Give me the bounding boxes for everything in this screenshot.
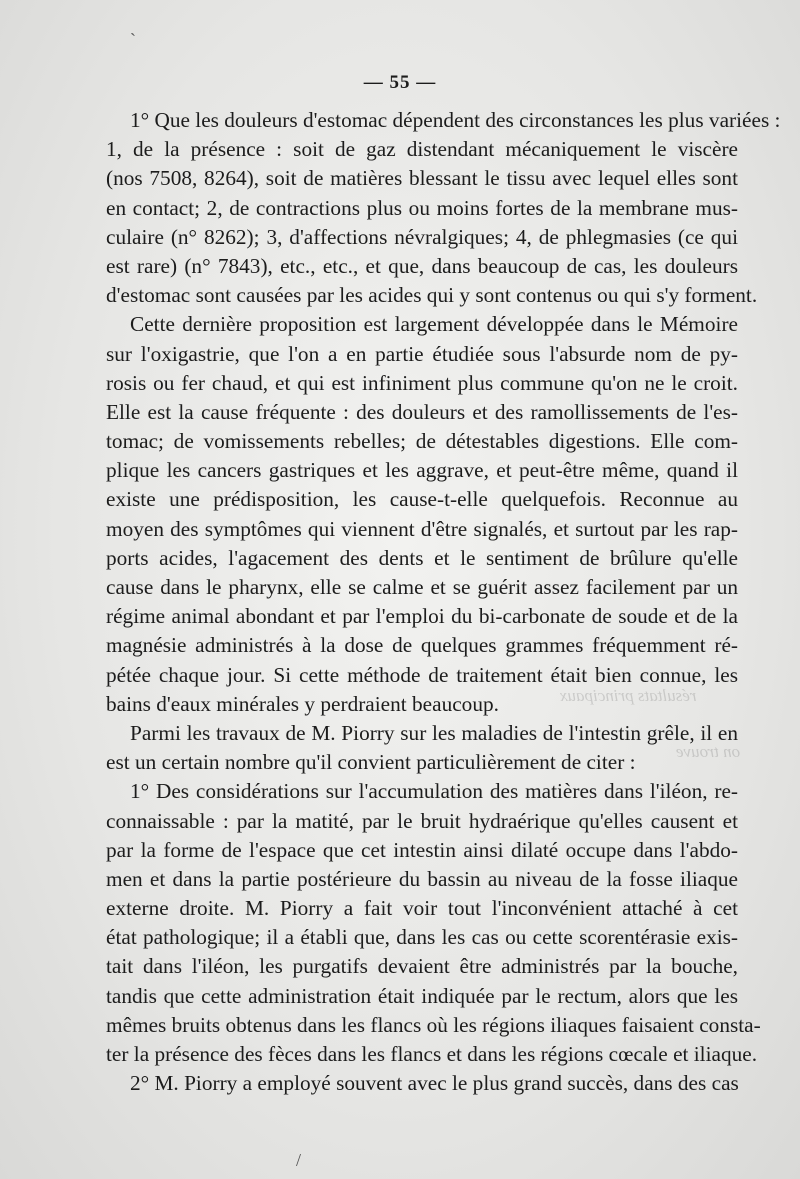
text-line: connaissable : par la matité, par le bruit hydraérique qu'elles causent et: [106, 808, 738, 833]
text-line: Cette dernière proposition est largement développée dans le Mémoire: [130, 312, 738, 337]
text-line: tait dans l'iléon, les purgatifs devaient être administrés par la bouche,: [106, 954, 738, 979]
text-line: rosis ou fer chaud, et qui est infiniment plus commune qu'on ne le croit.: [106, 370, 738, 395]
text-line: magnésie administrés à la dose de quelques grammes fréquemment ré-: [106, 633, 738, 658]
text-line: cause dans le pharynx, elle se calme et se guérit assez facilement par un: [106, 575, 738, 599]
speck-mark: /: [296, 1150, 302, 1170]
text-line: ter la présence des fèces dans les flancs et dans les régions cœcale et iliaque.: [106, 1042, 758, 1066]
text-line: Elle est la cause fréquente : des douleurs et des ramollissements de l'es-: [106, 399, 738, 424]
text-line: Parmi les travaux de M. Piorry sur les maladies de l'intestin grêle, il en: [130, 720, 738, 745]
text-line: externe droite. M. Piorry a fait voir tout l'inconvénient attaché à cet: [106, 896, 738, 921]
text-line: en contact; 2, de contractions plus ou moins fortes de la membrane mus-: [106, 195, 738, 220]
text-line: pétée chaque jour. Si cette méthode de traitement était bien connue, les: [106, 662, 738, 687]
text-line: 2° M. Piorry a employé souvent avec le plus grand succès, dans des cas: [130, 1071, 739, 1096]
text-line: tandis que cette administration était indiquée par le rectum, alors que les: [106, 983, 738, 1008]
text-line: 1° Que les douleurs d'estomac dépendent des circonstances les plus variées :: [130, 108, 781, 132]
text-line: ports acides, l'agacement des dents et le sentiment de brûlure qu'elle: [106, 545, 738, 570]
text-line: 1, de la présence : soit de gaz distendant mécaniquement le viscère: [106, 137, 738, 162]
text-line: moyen des symptômes qui viennent d'être signalés, et surtout par les rap-: [106, 516, 738, 541]
text-line: sur l'oxigastrie, que l'on a en partie étudiée sous l'absurde nom de py-: [106, 341, 738, 366]
text-line: mêmes bruits obtenus dans les flancs où les régions iliaques faisaient consta-: [106, 1012, 761, 1037]
text-line: (nos 7508, 8264), soit de matières blessant le tissu avec lequel elles sont: [106, 166, 738, 191]
text-line: culaire (n° 8262); 3, d'affections névralgiques; 4, de phlegmasies (ce qui: [106, 224, 738, 249]
text-line: existe une prédisposition, les cause-t-elle quelquefois. Reconnue au: [106, 487, 738, 512]
page-number: — 55 —: [363, 72, 437, 93]
text-line: est rare) (n° 7843), etc., etc., et que, dans beaucoup de cas, les douleurs: [106, 253, 738, 278]
text-line: men et dans la partie postérieure du bassin au niveau de la fosse iliaque: [106, 866, 738, 891]
text-line: 1° Des considérations sur l'accumulation des matières dans l'iléon, re-: [130, 779, 738, 804]
bleed-through-text: résultats principaux: [560, 686, 697, 705]
body-text: [106, 106, 781, 1098]
bleed-through-text: on trouve: [676, 742, 741, 761]
speck-mark: `: [130, 30, 136, 50]
text-line: est un certain nombre qu'il convient particulièrement de citer :: [106, 750, 636, 775]
text-line: régime animal abondant et par l'emploi du bi-carbonate de soude et de la: [106, 604, 738, 629]
text-line: d'estomac sont causées par les acides qui y sont contenus ou qui s'y forment.: [106, 283, 758, 308]
text-line: tomac; de vomissements rebelles; de détestables digestions. Elle com-: [106, 429, 738, 454]
text-line: état pathologique; il a établi que, dans les cas ou cette scorentérasie exis-: [106, 925, 738, 950]
text-line: bains d'eaux minérales y perdraient beaucoup.: [106, 691, 499, 716]
text-line: plique les cancers gastriques et les aggrave, et peut-être même, quand il: [106, 458, 738, 483]
text-line: par la forme de l'espace que cet intestin ainsi dilaté occupe dans l'abdo-: [106, 837, 738, 862]
